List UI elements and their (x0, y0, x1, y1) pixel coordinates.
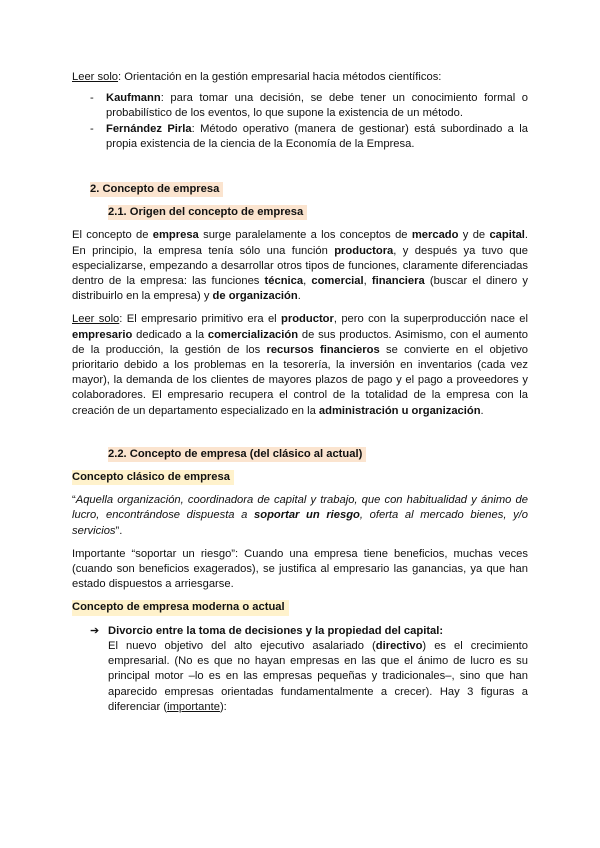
section-heading-2-2: 2.2. Concepto de empresa (del clásico al actual) (108, 447, 366, 462)
leer-solo-label: Leer solo (72, 71, 119, 83)
arrow-item-title: Divorcio entre la toma de decisiones y la propiedad del capital: (108, 624, 444, 637)
clasico-quote: “Aquella organización, coordinadora de capital y trabajo, que con habitualidad y ánimo de lucro, encontrándose dispuesta a soportar un riesgo, oferta al mercado bienes, y/o servicios”. (72, 494, 529, 537)
origin-paragraph: El concepto de empresa surge paralelamente a los conceptos de mercado y de capital. En principio, la empresa tenía sólo una función productora, y después ya tuvo que especializarse, empezando a desarrollar otros tipos de funciones, claramente diferenciadas dentro de la empresa: las funciones técnica, comercial, financiera (buscar el dinero y distribuirlo en la empresa) y de organización. (72, 229, 529, 303)
subheading-moderno: Concepto de empresa moderna o actual (72, 600, 289, 615)
intro-paragraph: Leer solo: Orientación en la gestión empresarial hacia métodos científicos: (72, 71, 442, 83)
arrow-item-body: El nuevo objetivo del alto ejecutivo asalariado (directivo) es el crecimiento empresarial. (No es que no hayan empresas en las que el ánimo de lucro es su principal motor –lo es en las empresas pequeñas y tradicionales–, sino que han aparecido empresas orientadas fundamentalmente a crecer). Hay 3 figuras a diferenciar (importante): (108, 639, 529, 713)
list-item: - Kaufmann: para tomar una decisión, se debe tener un conocimiento formal o probabilístico de los eventos, lo que supone la existencia de un método. (72, 91, 528, 121)
history-paragraph: Leer solo: El empresario primitivo era el productor, pero con la superproducción nace el empresario dedicado a la comercialización de sus productos. Asimismo, con el aumento de la producción, la gestión de los recursos financieros se convierte en el objetivo prioritario debido a los problemas en la tesorería, la inversión en inventarios (cada vez mayor), la demanda de los clientes de mayores plazos de pago y el pago a proveedores y colaboradores. El empresario recupera el control de la totalidad de la empresa con la creación de un departamento especializado en la administración u organización. (72, 313, 529, 417)
arrow-right-icon: ➔ (90, 624, 100, 637)
list-item: - Fernández Pirla: Método operativo (manera de gestionar) está subordinado a la propia existencia de la ciencia de la Economía de la Empresa. (72, 122, 528, 152)
authors-list (72, 91, 528, 152)
leer-solo-label: Leer solo (72, 313, 120, 326)
section-heading-2: 2. Concepto de empresa (90, 182, 223, 197)
importante-paragraph: Importante “soportar un riesgo”: Cuando una empresa tiene beneficios, muchas veces (cuando son beneficios exagerados), se justifica al empresario las ganancias, ya que han estado dispuestos a arriesgarse. (72, 547, 528, 591)
section-heading-2-1: 2.1. Origen del concepto de empresa (108, 205, 307, 220)
arrow-list-item (72, 624, 528, 715)
subheading-clasico: Concepto clásico de empresa (72, 470, 234, 485)
